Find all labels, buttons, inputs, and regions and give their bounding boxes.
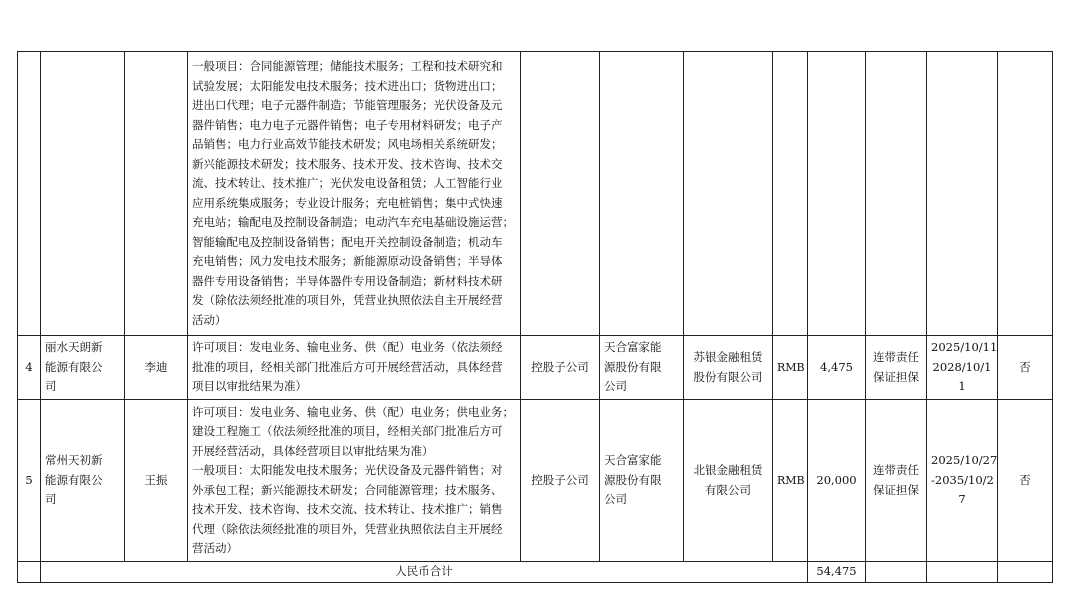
cell-line: 发（除依法须经批准的项目外，凭营业执照依法自主开展经营 xyxy=(192,293,503,307)
total-row xyxy=(18,562,1053,583)
cell-line: 技术开发、技术咨询、技术交流、技术转让、技术推广；销售 xyxy=(192,502,503,516)
guarantee-term xyxy=(927,336,998,400)
cell-line: 项目以审批结果为准） xyxy=(192,379,307,394)
cell-line: 外承包工程；新兴能源技术研发；合同能源管理；技术服务、 xyxy=(192,482,503,497)
lessor xyxy=(684,336,773,400)
cell-line: 7 xyxy=(958,492,966,507)
cell-line: 苏银金融租赁 xyxy=(693,350,763,364)
business-scope xyxy=(188,336,521,400)
row-number: 4 xyxy=(18,336,41,400)
legal-representative xyxy=(125,52,188,336)
guarantor xyxy=(600,52,684,336)
cell-line: 智能输配电及控制设备销售；配电开关控制设备制造；机动车 xyxy=(192,234,503,249)
relationship xyxy=(521,52,600,336)
cell-line: 许可项目：发电业务、输电业务、供（配）电业务（依法须经 xyxy=(192,340,503,355)
cell-line: 源股份有限 xyxy=(604,472,662,487)
guarantor xyxy=(600,336,684,400)
cell-line: 1 xyxy=(958,379,966,394)
cell-line: 能源有限公 xyxy=(45,359,103,374)
total-blank-cell xyxy=(927,562,998,583)
cell-line: 品销售；电力行业高效节能技术研发；风电场相关系统研发； xyxy=(192,137,503,151)
cell-line: 连带责任 xyxy=(873,350,919,364)
relationship: 控股子公司 xyxy=(521,400,600,562)
total-blank-cell xyxy=(18,562,41,583)
lessor xyxy=(684,400,773,562)
cell-line: 活动） xyxy=(192,312,227,327)
cell-line: 有限公司 xyxy=(705,482,751,497)
guarantee-type xyxy=(866,52,927,336)
guarantee-type xyxy=(866,400,927,562)
guarantee-amount xyxy=(808,52,866,336)
cell-line: 流、技术转让、技术推广；光伏发电设备租赁；人工智能行业 xyxy=(192,176,503,190)
guarantee-amount: 4,475 xyxy=(808,336,866,400)
total-amount: 54,475 xyxy=(808,562,866,583)
cell-line: 丽水天朗新 xyxy=(45,340,103,355)
cell-line: 天合富家能 xyxy=(604,453,662,468)
cell-line: 司 xyxy=(45,492,57,507)
guarantee-table xyxy=(17,51,1053,583)
cell-line: 建设工程施工（依法须经批准的项目，经相关部门批准后方可 xyxy=(192,424,503,438)
company-name xyxy=(41,336,125,400)
cell-line: 2028/10/1 xyxy=(932,359,992,374)
guarantee-term xyxy=(927,400,998,562)
business-scope xyxy=(188,52,521,336)
cell-line: 一般项目：太阳能发电技术服务；光伏设备及元器件销售；对 xyxy=(192,463,503,477)
legal-representative: 李迪 xyxy=(125,336,188,400)
company-name xyxy=(41,400,125,562)
related-party xyxy=(998,52,1053,336)
cell-line: 天合富家能 xyxy=(604,340,662,355)
table-row xyxy=(18,400,1053,562)
cell-line: -2035/10/2 xyxy=(931,472,994,487)
cell-line: 2025/10/11 xyxy=(931,340,998,355)
cell-line: 股份有限公司 xyxy=(693,369,763,384)
cell-line: 公司 xyxy=(604,492,627,507)
cell-line: 连带责任 xyxy=(873,463,919,477)
row-number xyxy=(18,52,41,336)
currency: RMB xyxy=(773,336,808,400)
cell-line: 2025/10/27 xyxy=(931,453,998,468)
cell-line: 应用系统集成服务；专业设计服务；充电桩销售；集中式快速 xyxy=(192,195,503,210)
cell-line: 常州天初新 xyxy=(45,453,103,468)
cell-line: 北银金融租赁 xyxy=(693,463,763,477)
guarantor xyxy=(600,400,684,562)
cell-line: 代理（除依法须经批准的项目外，凭营业执照依法自主开展经 xyxy=(192,521,503,536)
total-blank-cell xyxy=(866,562,927,583)
guarantee-term xyxy=(927,52,998,336)
table-row xyxy=(18,336,1053,400)
cell-line: 充电销售；风力发电技术服务；新能源原动设备销售；半导体 xyxy=(192,254,503,268)
cell-line: 许可项目：发电业务、输电业务、供（配）电业务；供电业务； xyxy=(192,404,514,419)
cell-line: 批准的项目，经相关部门批准后方可开展经营活动，具体经营 xyxy=(192,359,503,374)
cell-line: 源股份有限 xyxy=(604,359,662,374)
row-number: 5 xyxy=(18,400,41,562)
cell-line: 进出口代理；电子元器件制造；节能管理服务；光伏设备及元 xyxy=(192,98,503,112)
cell-line: 司 xyxy=(45,379,57,394)
guarantee-type xyxy=(866,336,927,400)
currency: RMB xyxy=(773,400,808,562)
total-blank-cell xyxy=(998,562,1053,583)
cell-line: 营活动） xyxy=(192,541,238,555)
lessor xyxy=(684,52,773,336)
cell-line: 一般项目：合同能源管理；储能技术服务；工程和技术研究和 xyxy=(192,59,503,73)
cell-line: 开展经营活动，具体经营项目以审批结果为准） xyxy=(192,443,434,458)
company-name xyxy=(41,52,125,336)
table-row xyxy=(18,52,1053,336)
cell-line: 保证担保 xyxy=(873,369,919,384)
cell-line: 保证担保 xyxy=(873,482,919,497)
cell-line: 试验发展；太阳能发电技术服务；技术进出口；货物进出口； xyxy=(192,78,503,93)
related-party: 否 xyxy=(998,336,1053,400)
cell-line: 能源有限公 xyxy=(45,472,103,487)
cell-line: 新兴能源技术研发；技术服务、技术开发、技术咨询、技术交 xyxy=(192,156,503,171)
business-scope xyxy=(188,400,521,562)
guarantee-amount: 20,000 xyxy=(808,400,866,562)
total-label: 人民币合计 xyxy=(41,562,808,583)
cell-line: 器件销售；电力电子元器件销售；电子专用材料研发；电子产 xyxy=(192,117,503,132)
legal-representative: 王振 xyxy=(125,400,188,562)
cell-line: 器件专用设备销售；半导体器件专用设备制造；新材料技术研 xyxy=(192,273,503,288)
cell-line: 公司 xyxy=(604,379,627,394)
related-party: 否 xyxy=(998,400,1053,562)
relationship: 控股子公司 xyxy=(521,336,600,400)
cell-line: 充电站；输配电及控制设备制造；电动汽车充电基础设施运营； xyxy=(192,215,514,229)
currency xyxy=(773,52,808,336)
